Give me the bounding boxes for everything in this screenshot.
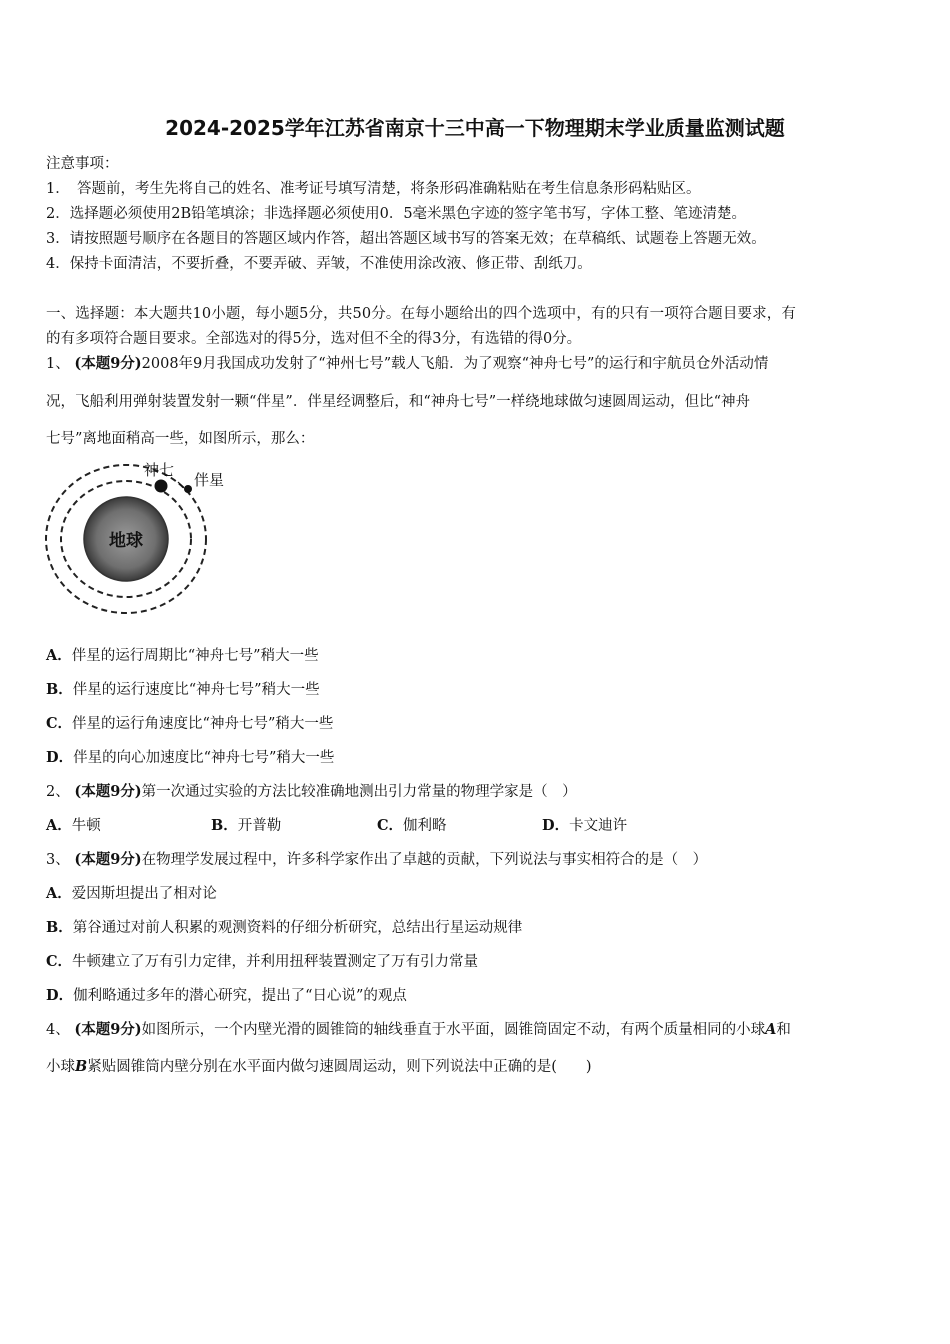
q3-option-c [46,950,478,971]
option-key: D． [46,749,74,766]
option-text: 第谷通过对前人积累的观测资料的仔细分析研究，总结出行星运动规律 [72,920,523,936]
option-text: 开普勒 [237,818,282,834]
q3-option-a [46,882,217,903]
option-text: 爱因斯坦提出了相对论 [71,886,217,902]
question-4-line-1 [46,1018,791,1039]
notice-heading: 注意事项： [46,156,119,172]
notice-item-4: 4．保持卡面清洁，不要折叠，不要弄破、弄皱，不准使用涂改液、修正带、刮纸刀。 [46,256,592,272]
orbit-figure [44,455,244,617]
question-text: 第一次通过实验的方法比较准确地测出引力常量的物理学家是（ ） [141,784,577,800]
q2-option-b [211,814,281,835]
shenqi-ship-icon [155,480,168,493]
option-key: D． [542,817,570,834]
option-key: B． [211,817,238,834]
question-score-tag: (本题9分) [74,783,142,800]
question-text: 在物理学发展过程中，许多科学家作出了卓越的贡献，下列说法与事实相符合的是（ ） [141,852,708,868]
section-instructions-line-2: 的有多项符合题目要求。全部选对的得5分，选对但不全的得3分，有选错的得0分。 [46,331,582,347]
option-key: B． [46,681,73,698]
question-1-line-1 [46,352,768,373]
question-number: 2、 [46,784,70,800]
ball-b-label: B [75,1058,88,1075]
option-key: C． [46,953,73,970]
option-key: C． [377,817,404,834]
option-text: 伽利略通过多年的潜心研究，提出了“日心说”的观点 [73,988,407,1004]
pointer-line [178,482,184,488]
question-number: 3、 [46,852,70,868]
ball-a-label: A [765,1021,777,1038]
question-text: 2008年9月我国成功发射了“神州七号”载人飞船．为了观察“神舟七号”的运行和宇航员仓外活动情 [141,356,769,372]
page-title: 2024-2025学年江苏省南京十三中高一下物理期末学业质量监测试题 [165,116,785,140]
option-key: A． [46,817,72,834]
question-4-line-2 [46,1055,592,1076]
q3-option-d [46,984,407,1005]
satellite-label: 伴星 [194,471,225,489]
question-number: 4、 [46,1022,70,1038]
ball-prefix: 小球 [46,1059,75,1075]
q1-option-c [46,712,333,733]
option-text: 伴星的运行角速度比“神舟七号”稍大一些 [72,716,334,732]
option-key: A． [46,647,72,664]
question-score-tag: (本题9分) [74,851,142,868]
question-score-tag: (本题9分) [74,355,142,372]
option-key: B． [46,919,73,936]
q1-option-d [46,746,334,767]
section-instructions-line-1: 一、选择题：本大题共10小题，每小题5分，共50分。在每小题给出的四个选项中，有的只有一项符合题目要求，有 [46,306,797,322]
question-text: 紧贴圆锥筒内壁分别在水平面内做匀速圆周运动，则下列说法中正确的是( ) [87,1059,592,1075]
earth-label: 地球 [109,531,143,551]
option-key: D． [46,987,74,1004]
q2-option-a [46,814,101,835]
ship-label: 神七 [144,461,175,479]
q1-option-b [46,678,320,699]
q2-option-d [542,814,627,835]
option-text: 伽利略 [403,818,447,834]
option-text: 伴星的运行速度比“神舟七号”稍大一些 [72,682,320,698]
satellite-icon [184,485,192,493]
and-text: 和 [776,1022,791,1038]
q1-option-a [46,644,319,665]
question-1-line-2: 况，飞船利用弹射装置发射一颗“伴星”．伴星经调整后，和“神舟七号”一样绕地球做匀速圆周运动，但比“神舟 [46,394,751,410]
option-text: 牛顿建立了万有引力定律，并利用扭秤装置测定了万有引力常量 [72,954,479,970]
option-text: 卡文迪许 [569,818,628,834]
option-text: 牛顿 [71,818,101,834]
q3-option-b [46,916,522,937]
notice-item-1: 1． 答题前，考生先将自己的姓名、准考证号填写清楚，将条形码准确粘贴在考生信息条形码粘贴区。 [46,181,701,197]
question-score-tag: (本题9分) [74,1021,142,1038]
option-text: 伴星的向心加速度比“神舟七号”稍大一些 [73,750,335,766]
q2-option-c [377,814,447,835]
question-2 [46,780,577,801]
option-key: C． [46,715,73,732]
notice-item-3: 3．请按照题号顺序在各题目的答题区域内作答，超出答题区域书写的答案无效；在草稿纸、试题卷上答题无效。 [46,231,766,247]
option-key: A． [46,885,72,902]
question-text: 如图所示，一个内壁光滑的圆锥筒的轴线垂直于水平面，圆锥筒固定不动，有两个质量相同的小球 [141,1022,766,1038]
notice-item-2: 2．选择题必须使用2B铅笔填涂；非选择题必须使用0．5毫米黑色字迹的签字笔书写，字体工整、笔迹清楚。 [46,206,747,222]
option-text: 伴星的运行周期比“神舟七号”稍大一些 [71,648,319,664]
question-1-line-3: 七号”离地面稍高一些，如图所示，那么： [46,431,315,447]
question-number: 1、 [46,356,70,372]
question-3 [46,848,707,869]
